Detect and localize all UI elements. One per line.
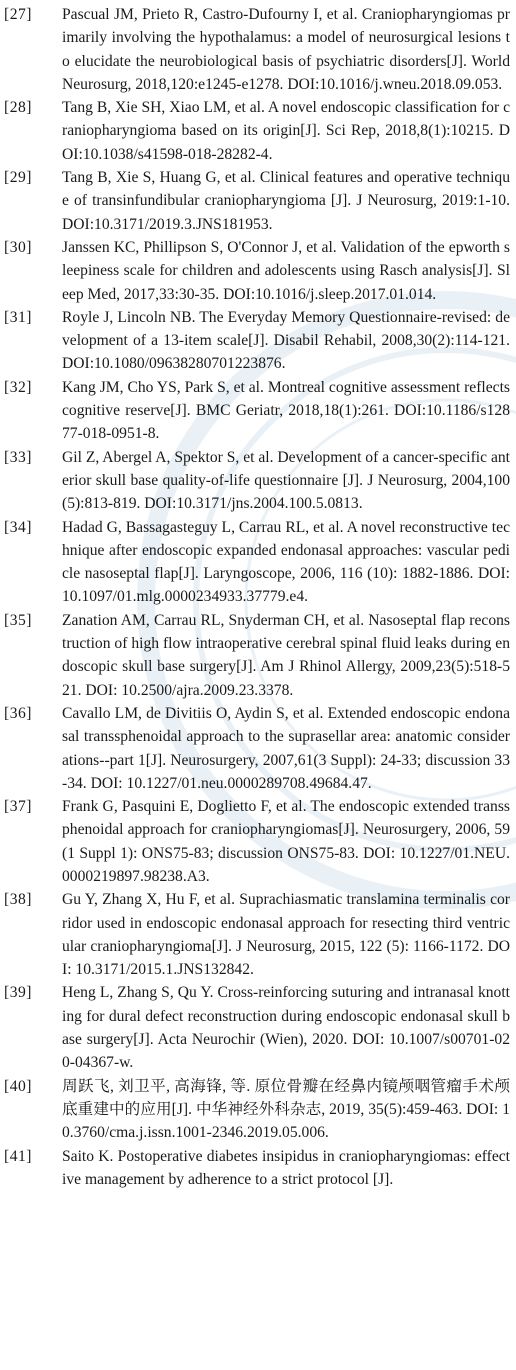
reference-item (0, 96, 512, 166)
reference-item (0, 1075, 512, 1145)
reference-number: [32] (4, 378, 32, 396)
reference-item (0, 236, 512, 306)
reference-number: [41] (4, 1147, 32, 1165)
reference-text: Kang JM, Cho YS, Park S, et al. Montreal cognitive assessment reflects cognitive reserve[J]. BMC Geriatr, 2018,18(1):261. DOI:10.1186/s12877-018-0951-8. (62, 378, 510, 443)
reference-text: Tang B, Xie S, Huang G, et al. Clinical features and operative technique of transinfundibular craniopharyngioma [J]. J Neurosurg, 2019:1-10. DOI:10.3171/2019.3.JNS181953. (62, 169, 510, 233)
reference-item (0, 516, 512, 609)
reference-text: 周跃飞, 刘卫平, 高海锋, 等. 原位骨瓣在经鼻内镜颅咽管瘤手术颅底重建中的应用[J]. 中华神经外科杂志, 2019, 35(5):459-463. DOI: 10.3760/cma.j.issn.1001-2346.2019.05.006. (62, 1077, 510, 1142)
reference-number: [29] (4, 169, 32, 187)
reference-text: Gu Y, Zhang X, Hu F, et al. Suprachiasmatic translamina terminalis corridor used in endoscopic endonasal approach for resecting third ventricular craniopharyngioma[J]. J Neurosurg, 2015, 122 (5): 1166-1172. DOI: 10.3171/2015.1.JNS132842. (62, 891, 510, 979)
reference-item (0, 446, 512, 516)
reference-number: [40] (4, 1077, 32, 1095)
reference-text: Gil Z, Abergel A, Spektor S, et al. Development of a cancer-specific anterior skull base quality-of-life questionnaire [J]. J Neurosurg, 2004,100(5):813-819. DOI:10.3171/jns.2004.100.5.0813. (62, 448, 511, 513)
reference-text: Royle J, Lincoln NB. The Everyday Memory Questionnaire-revised: development of a 13-item scale[J]. Disabil Rehabil, 2008,30(2):114-121. DOI:10.1080/09638280701223876. (62, 308, 510, 373)
reference-number: [35] (4, 611, 32, 629)
reference-item (0, 166, 512, 236)
reference-number: [38] (4, 891, 32, 909)
reference-number: [39] (4, 984, 32, 1002)
reference-text: Hadad G, Bassagasteguy L, Carrau RL, et al. A novel reconstructive technique after endoscopic expanded endonasal approaches: vascular pedicle nasoseptal flap[J]. Laryngoscope, 2006, 116 (10): 1882-1886. DOI: 10.1097/01.mlg.0000234933.37779.e4. (62, 518, 510, 606)
reference-item (0, 376, 512, 446)
reference-number: [33] (4, 448, 32, 466)
reference-text: Frank G, Pasquini E, Doglietto F, et al. The endoscopic extended transsphenoidal approach for craniopharyngiomas[J]. Neurosurgery, 2006, 59 (1 Suppl 1): ONS75-83; discussion ONS75-83. DOI: 10.1227/01.NEU.0000219897.98238.A3. (62, 798, 510, 885)
reference-text: Tang B, Xie SH, Xiao LM, et al. A novel endoscopic classification for craniopharyngioma based on its origin[J]. Sci Rep, 2018,8(1):10215. DOI:10.1038/s41598-018-28282-4. (62, 99, 510, 163)
reference-text: Cavallo LM, de Divitiis O, Aydin S, et al. Extended endoscopic endonasal transsphenoidal approach to the suprasellar area: anatomic considerations--part 1[J]. Neurosurgery, 2007,61(3 Suppl): 24-33; discussion 33-34. DOI: 10.1227/01.neu.0000289708.49684.47. (62, 704, 510, 792)
reference-number: [36] (4, 704, 32, 722)
reference-text: Zanation AM, Carrau RL, Snyderman CH, et al. Nasoseptal flap reconstruction of high flow intraoperative cerebral spinal fluid leaks during endoscopic skull base surgery[J]. Am J Rhinol Allergy, 2009,23(5):518-521. DOI: 10.2500/ajra.2009.23.3378. (62, 611, 510, 699)
reference-number: [27] (4, 6, 32, 23)
reference-item (0, 795, 512, 888)
reference-item (0, 702, 512, 795)
reference-item (0, 1145, 512, 1192)
reference-text: Janssen KC, Phillipson S, O'Connor J, et al. Validation of the epworth sleepiness scale for children and adolescents using Rasch analysis[J]. Sleep Med, 2017,33:30-35. DOI:10.1016/j.sleep.2017.01.014. (62, 238, 510, 303)
reference-text: Pascual JM, Prieto R, Castro-Dufourny I, et al. Craniopharyngiomas primarily involving the hypothalamus: a model of neurosurgical lesions to elucidate the neurobiological basis of psychiatric disorders[J]. World Neurosurg, 2018,120:e1245-e1278. DOI:10.1016/j.wneu.2018.09.053. (62, 6, 510, 93)
reference-item (0, 888, 512, 981)
reference-number: [37] (4, 798, 32, 816)
reference-number: [31] (4, 308, 32, 326)
reference-text: Saito K. Postoperative diabetes insipidus in craniopharyngiomas: effective management by adherence to a strict protocol [J]. (62, 1147, 510, 1188)
reference-item (0, 981, 512, 1074)
reference-item (0, 306, 512, 376)
reference-item (0, 3, 512, 96)
reference-number: [30] (4, 238, 32, 256)
reference-number: [34] (4, 518, 32, 536)
reference-item (0, 609, 512, 702)
reference-list (0, 3, 512, 1191)
reference-text: Heng L, Zhang S, Qu Y. Cross-reinforcing suturing and intranasal knotting for dural defect reconstruction during endoscopic endonasal skull base surgery[J]. Acta Neurochir (Wien), 2020. DOI: 10.1007/s00701-020-04367-w. (62, 984, 510, 1072)
reference-number: [28] (4, 99, 32, 117)
